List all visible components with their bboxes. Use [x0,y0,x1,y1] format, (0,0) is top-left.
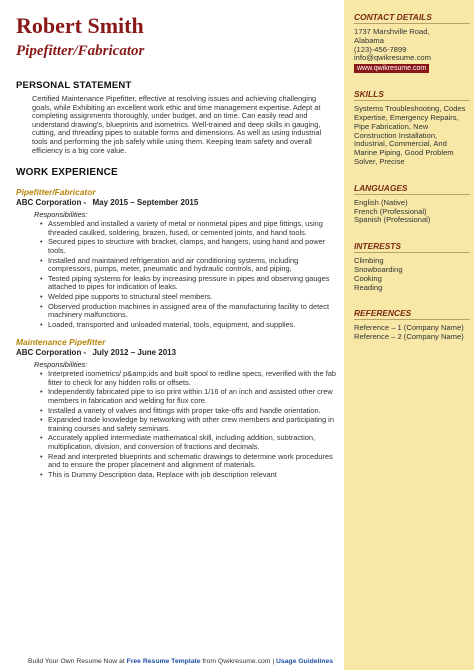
usage-guidelines-link[interactable]: Usage Guidelines [275,658,334,665]
list-item: • Welded pipe supports to structural steel members. [48,293,336,302]
job-dates: May 2015 – September 2015 [92,198,199,208]
personal-statement-heading: PERSONAL STATEMENT [16,80,132,91]
personal-statement-text: Certified Maintenance Pipefitter, effective at resolving issues and achieving challenging goals, while Exhibiting an excellent work ethic and time management expertise. Adept at completing assignments thoroughly, under budget, and on time. Can easily read and understand drawing's, blueprints and isometrics. Well-trained and deep skills in gauging, cutting, and threading pipes to suitable forms and dimensions. As well as using industrial tools and performing the job safely while using them. Keeping team safety and overall efficiency is a big core value. [32,94,322,155]
list-item: • Assembled and installed a variety of metal or nonmetal pipes and pipe fittings, using threaded caulked, soldering, brazen, fused, or cemented joints, and hand tools. [48,220,336,237]
list-item: • Observed production machines in assigned area of the manufacturing facility to detect machinery malfunctions. [48,303,336,320]
references-list [354,324,470,342]
responsibilities-list [16,370,336,479]
list-item: • This is Dummy Description data, Replace with job description relevant [48,471,336,480]
job-entry [16,187,336,329]
references-section [354,308,470,342]
footer-separator: | [272,658,275,665]
candidate-name: Robert Smith [16,13,144,38]
list-item: French (Professional) [354,206,427,216]
footer-site: Qwikresume.com [217,658,271,665]
main-column [16,14,336,480]
list-item: Snowboarding [354,264,403,274]
list-item: English (Native) [354,197,408,207]
contact-heading: CONTACT DETAILS [354,12,470,24]
list-item: Reading [354,282,383,292]
interests-section [354,241,470,292]
address-line-2: Alabama [354,35,384,45]
interests-list [354,257,470,292]
languages-section [354,183,470,225]
email-address[interactable]: info@qwikresume.com [354,53,431,63]
job-company: ABC Corporation - [16,198,87,208]
job-meta [16,198,336,208]
list-item: • Loaded, transported and unloaded material, tools, equipment, and supplies. [48,321,336,330]
job-title: Maintenance Pipefitter [16,337,106,348]
list-item: • Independently fabricated pipe to iso print within 1/16 of an inch and assisted other crew members in fabrication and welding for flux core. [48,388,336,405]
website-link[interactable]: www.qwikresume.com [354,64,429,73]
list-item: • Installed a variety of valves and fittings with proper take-offs and handle orientation. [48,407,336,416]
list-item: • Tested piping systems for leaks by increasing pressure in pipes and observing gauges attached to pipes for indication of leaks. [48,275,336,292]
responsibilities-list [16,220,336,329]
references-heading: REFERENCES [354,308,470,320]
interests-heading: INTERESTS [354,241,470,253]
skills-text: Systems Troubleshooting, Codes Expertise, Emergency Repairs, Pipe Fabrication, New Construction Installation, Industrial, Commercial, And Marine Piping, Good Problem Solver, Precise [354,104,466,166]
job-meta [16,348,336,358]
contact-details [354,28,470,73]
footer-prefix: Build Your Own Resume Now at [28,658,125,665]
list-item: • Accurately applied intermediate mathematical skill, including addition, subtraction, multiplication, division, and conversion of fractions and decimals. [48,434,336,451]
free-resume-template-link[interactable]: Free Resume Template [126,658,201,665]
list-item: • Secured pipes to structure with bracket, clamps, and hangers, using hand and power tools. [48,238,336,255]
address-line-1: 1737 Marshville Road, [354,27,430,36]
job-dates: July 2012 – June 2013 [92,348,177,358]
job-title: Pipefitter/Fabricator [16,187,96,198]
footer [28,657,468,666]
sidebar-content [354,12,470,342]
skills-heading: SKILLS [354,89,470,101]
contact-section [354,12,470,73]
responsibilities-label: Responsibilities: [34,210,88,220]
list-item: Spanish (Professional) [354,215,431,225]
list-item: Climbing [354,256,384,266]
responsibilities-label: Responsibilities: [34,360,88,370]
candidate-role: Pipefitter/Fabricator [16,43,145,59]
job-company: ABC Corporation - [16,348,87,358]
languages-heading: LANGUAGES [354,183,470,195]
job-entry [16,337,336,479]
sidebar [344,0,474,670]
list-item: Reference – 1 (Company Name) [354,323,464,333]
skills-section [354,89,470,167]
phone-number: (123)-456-7899 [354,44,407,54]
list-item: Cooking [354,273,382,283]
work-experience-heading: WORK EXPERIENCE [16,167,118,179]
list-item: • Installed and maintained refrigeration and air conditioning systems, including compressors, pumps, meter, pneumatic and hydraulic controls, and piping, [48,257,336,274]
list-item: Reference – 2 (Company Name) [354,332,464,342]
list-item: • Read and interpreted blueprints and schematic drawings to determine work procedures and to ensure the proper placement and alignment of materials. [48,453,336,470]
footer-from: from [202,658,217,665]
list-item: • Interpreted isometrics/ p&amp;ids and built spool to redline specs, reverified with the fab fitter to check for any hidden rolls or offsets. [48,370,336,387]
languages-list [354,199,470,225]
list-item: • Expanded trade knowledge by networking with other crew members and participating in training courses and safety seminars. [48,416,336,433]
